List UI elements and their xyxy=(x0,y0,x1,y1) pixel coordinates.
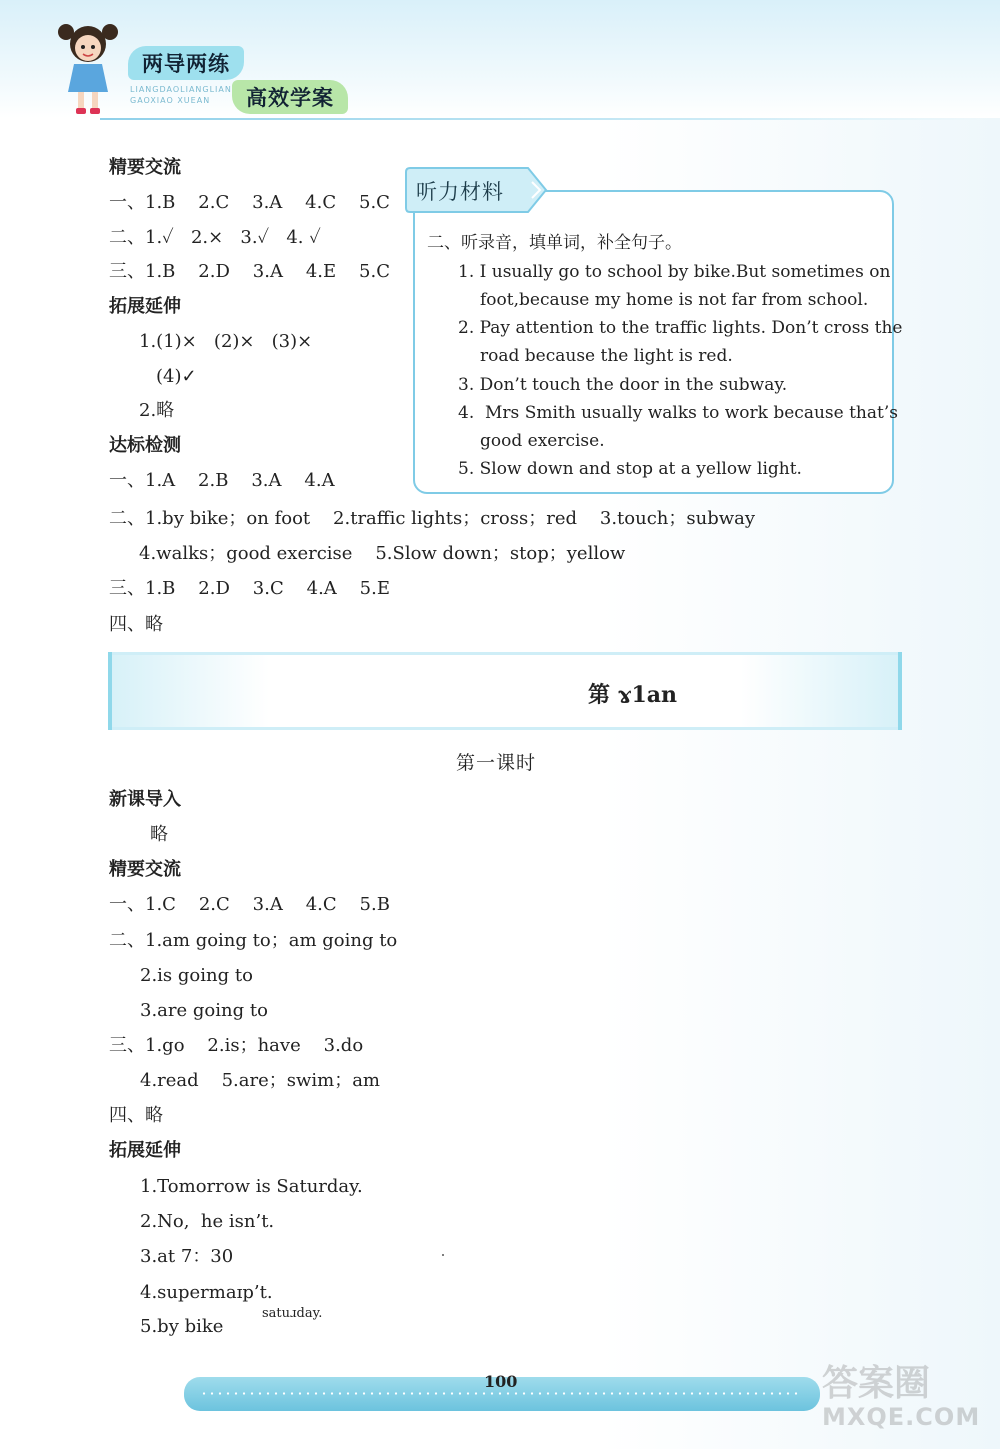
listening-line: 4. Mrs Smith usually walks to work because that’s xyxy=(458,403,898,423)
answer-line: 2.略 xyxy=(139,400,175,421)
answer-line: 3.at 7：30 xyxy=(140,1246,234,1267)
watermark-line-1: 答案圈 xyxy=(822,1363,931,1404)
section-heading: 精要交流 xyxy=(109,157,181,178)
section-heading: 达标检测 xyxy=(109,435,181,456)
listening-tab-label: 听力材料 xyxy=(416,180,504,204)
listening-line: 1. I usually go to school by bike.But sometimes on xyxy=(458,262,891,282)
answer-line: 四、略 xyxy=(109,1105,163,1126)
banner-top-rule xyxy=(112,652,898,655)
girl-mascot-icon xyxy=(48,18,128,118)
answer-line: 3.are going to xyxy=(140,1000,268,1021)
answer-line: 1.Tomorrow is Saturday. xyxy=(140,1176,363,1197)
pinyin-line-1: LIANGDAOLIANGLIAN xyxy=(130,85,232,94)
answer-line: 一、1.C 2.C 3.A 4.C 5.B xyxy=(109,894,390,915)
lesson-title: 第一课时 xyxy=(456,752,537,774)
listening-line: 2. Pay attention to the traffic lights. Don’t cross the xyxy=(458,318,903,338)
watermark-line-2: MXQE.COM xyxy=(822,1403,981,1431)
answer-line: 三、1.B 2.D 3.A 4.E 5.C xyxy=(109,261,390,282)
series-pinyin xyxy=(130,84,232,106)
listening-line: good exercise. xyxy=(480,431,605,451)
answer-line: 二、1.am going to；am going to xyxy=(109,930,398,951)
answer-line: 二、1.✓ 2.× 3.✓ 4. ✓ xyxy=(109,227,321,248)
watermark-logo xyxy=(822,1355,992,1435)
answer-line: 略 xyxy=(150,824,168,845)
series-title: 两导两练 xyxy=(128,46,244,80)
footer-dotted-line xyxy=(200,1392,800,1395)
answer-line: 三、1.go 2.is；have 3.do xyxy=(109,1035,364,1056)
header-rule xyxy=(100,118,980,120)
answer-line: 一、1.A 2.B 3.A 4.A xyxy=(109,470,335,491)
answer-line: 四、略 xyxy=(109,614,163,635)
answer-line: (4)✓ xyxy=(156,366,197,387)
answer-line: 5.by bike xyxy=(140,1316,224,1337)
listening-line: foot,because my home is not far from school. xyxy=(480,290,869,310)
answer-line: 二、1.by bike；on foot 2.traffic lights；cross；red 3.touch；subway xyxy=(109,508,756,529)
page-number: 100 xyxy=(484,1372,518,1391)
answer-line: 1.(1)× (2)× (3)× xyxy=(139,331,313,352)
answer-line: 三、1.B 2.D 3.C 4.A 5.E xyxy=(109,578,390,599)
section-heading: 精要交流 xyxy=(109,859,181,880)
listening-line: 3. Don’t touch the door in the subway. xyxy=(458,375,788,395)
unit-banner xyxy=(108,652,902,730)
book-title: 高效学案 xyxy=(232,80,348,114)
section-heading: 拓展延伸 xyxy=(109,296,181,317)
pinyin-line-2: GAOXIAO XUEAN xyxy=(130,96,211,105)
answer-line: 2.No, he isn’t. xyxy=(140,1211,275,1232)
listening-material-tab xyxy=(404,164,550,216)
stray-dot xyxy=(442,1254,444,1256)
answer-line: 4.walks；good exercise 5.Slow down；stop；yellow xyxy=(139,543,626,564)
answer-line: 4.read 5.are；swim；am xyxy=(140,1070,381,1091)
answer-line: 2.is going to xyxy=(140,965,253,986)
listening-line: 5. Slow down and stop at a yellow light. xyxy=(458,459,802,479)
answer-line: 4.supermaɪp’t. xyxy=(140,1282,273,1303)
stray-text: satuɹday. xyxy=(262,1306,323,1321)
listening-line: road because the light is red. xyxy=(480,346,733,366)
section-heading: 新课导入 xyxy=(109,789,181,810)
unit-title: 第 ɤ1an xyxy=(588,682,678,708)
section-heading: 拓展延伸 xyxy=(109,1140,181,1161)
listening-instruction: 二、听录音，填单词，补全句子。 xyxy=(427,233,682,253)
banner-bottom-rule xyxy=(112,727,898,730)
answer-line: 一、1.B 2.C 3.A 4.C 5.C xyxy=(109,192,390,213)
